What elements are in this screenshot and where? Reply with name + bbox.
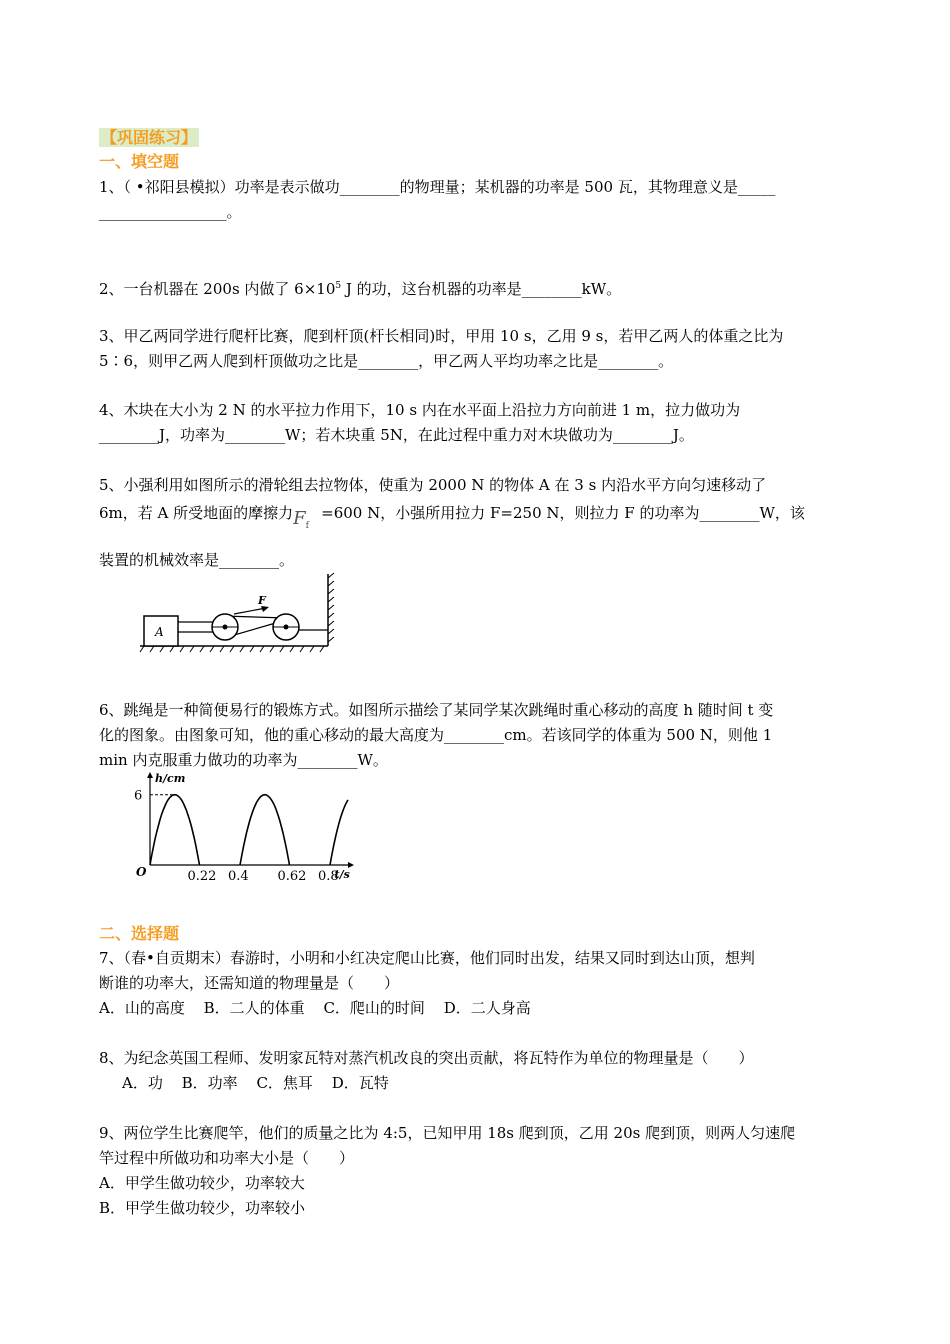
q7-line2: 断谁的功率大，还需知道的物理量是（ ） (99, 974, 400, 992)
ground-hatch (140, 646, 324, 652)
q7-options (99, 998, 855, 1018)
height-time-chart (128, 768, 368, 883)
q2-line (99, 276, 855, 299)
q8-option-d[interactable]: D．瓦特 (331, 1074, 389, 1092)
q2-exponent: 5 (335, 281, 342, 291)
q7-line1: 7、（春•自贡期末）春游时，小明和小红决定爬山比赛，他们同时出发，结果又同时到达山顶，想判 (99, 949, 755, 967)
series-line-1 (150, 795, 200, 865)
section-choice-heading: 二、选择题 (99, 924, 180, 943)
q3-line2: 5∶6，则甲乙两人爬到杆顶做功之比是________，甲乙两人平均功率之比是________。 (99, 352, 674, 370)
y-axis-arrow (147, 772, 153, 778)
series-line-3 (330, 800, 348, 865)
q5-line2 (99, 503, 855, 530)
section-fill-heading: 一、填空题 (99, 152, 180, 171)
block-a-label: A (155, 625, 164, 639)
y-tick-label: 6 (134, 788, 143, 804)
q6-line2: 化的图象。由图象可知，他的重心移动的最大高度为________cm。若该同学的体重为 500 N，则他 1 (99, 726, 773, 744)
section-review-heading: 【巩固练习】 (101, 128, 198, 147)
x-tick-label: 0.4 (228, 869, 249, 883)
friction-symbol: $F_f$ (293, 508, 309, 531)
q2-text-post: J 的功，这台机器的功率是________kW。 (341, 280, 622, 298)
q1-line1: 1、（ •祁阳县模拟）功率是表示做功________的物理量；某机器的功率是 500 瓦，其物理意义是_____ (99, 178, 776, 196)
q8-line1: 8、为纪念英国工程师、发明家瓦特对蒸汽机改良的突出贡献，将瓦特作为单位的物理量是（ ） (99, 1049, 754, 1067)
wall-hatch (328, 573, 334, 642)
force-label: F (258, 594, 266, 607)
q7-option-c[interactable]: C．爬山的时间 (323, 999, 425, 1017)
q2-text-pre: 2、一台机器在 200s 内做了 6×10 (99, 280, 336, 298)
q4-line2: ________J，功率为________W；若木块重 5N，在此过程中重力对木块做功为________J。 (99, 426, 694, 444)
q9-line2: 竿过程中所做功和功率大小是（ ） (99, 1149, 355, 1167)
q8-option-c[interactable]: C．焦耳 (256, 1074, 313, 1092)
q7-option-a[interactable]: A．山的高度 (99, 999, 185, 1017)
x-tick-label: 0.62 (277, 869, 307, 883)
q9-option-a[interactable]: A．甲学生做功较少，功率较大 (99, 1174, 305, 1192)
q3-line1: 3、甲乙两同学进行爬杆比赛，爬到杆顶(杆长相同)时，甲用 10 s，乙用 9 s，若甲乙两人的体重之比为 (99, 327, 784, 345)
origin-label: O (136, 865, 147, 879)
q6-line1: 6、跳绳是一种简便易行的锻炼方式。如图所示描绘了某同学某次跳绳时重心移动的高度 h 随时间 t 变 (99, 701, 774, 719)
q7-option-b[interactable]: B．二人的体重 (203, 999, 305, 1017)
x-tick-label: 0.8 (318, 869, 339, 883)
series-line-2 (240, 795, 290, 865)
x-tick-label: 0.22 (187, 869, 217, 883)
q5-text-post: =600 N，小强所用拉力 F=250 N，则拉力 F 的功率为________W，该 (321, 504, 805, 522)
q8-options (122, 1073, 878, 1093)
q7-option-d[interactable]: D．二人身高 (443, 999, 531, 1017)
y-axis-label: h/cm (155, 772, 186, 785)
q8-option-a[interactable]: A．功 (122, 1074, 163, 1092)
q4-line1: 4、木块在大小为 2 N 的水平拉力作用下，10 s 内在水平面上沿拉力方向前进 1 m，拉力做功为 (99, 401, 741, 419)
pulley-figure (138, 570, 348, 655)
q6-line3: min 内克服重力做功的功率为________W。 (99, 751, 388, 769)
q5-line3: 装置的机械效率是________。 (99, 551, 295, 569)
q9-option-b[interactable]: B．甲学生做功较少，功率较小 (99, 1199, 306, 1217)
q9-line1: 9、两位学生比赛爬竿，他们的质量之比为 4:5，已知甲用 18s 爬到顶，乙用 20s 爬到顶，则两人匀速爬 (99, 1124, 796, 1142)
q5-line1: 5、小强利用如图所示的滑轮组去拉物体，使重为 2000 N 的物体 A 在 3 s 内沿水平方向匀速移动了 (99, 476, 767, 494)
q1-line2: _________________。 (99, 203, 242, 221)
q5-text-pre: 6m，若 A 所受地面的摩擦力 (99, 504, 294, 522)
q8-option-b[interactable]: B．功率 (181, 1074, 238, 1092)
x-axis-label: t/s (334, 868, 350, 881)
force-arrow-shaft (234, 608, 266, 614)
